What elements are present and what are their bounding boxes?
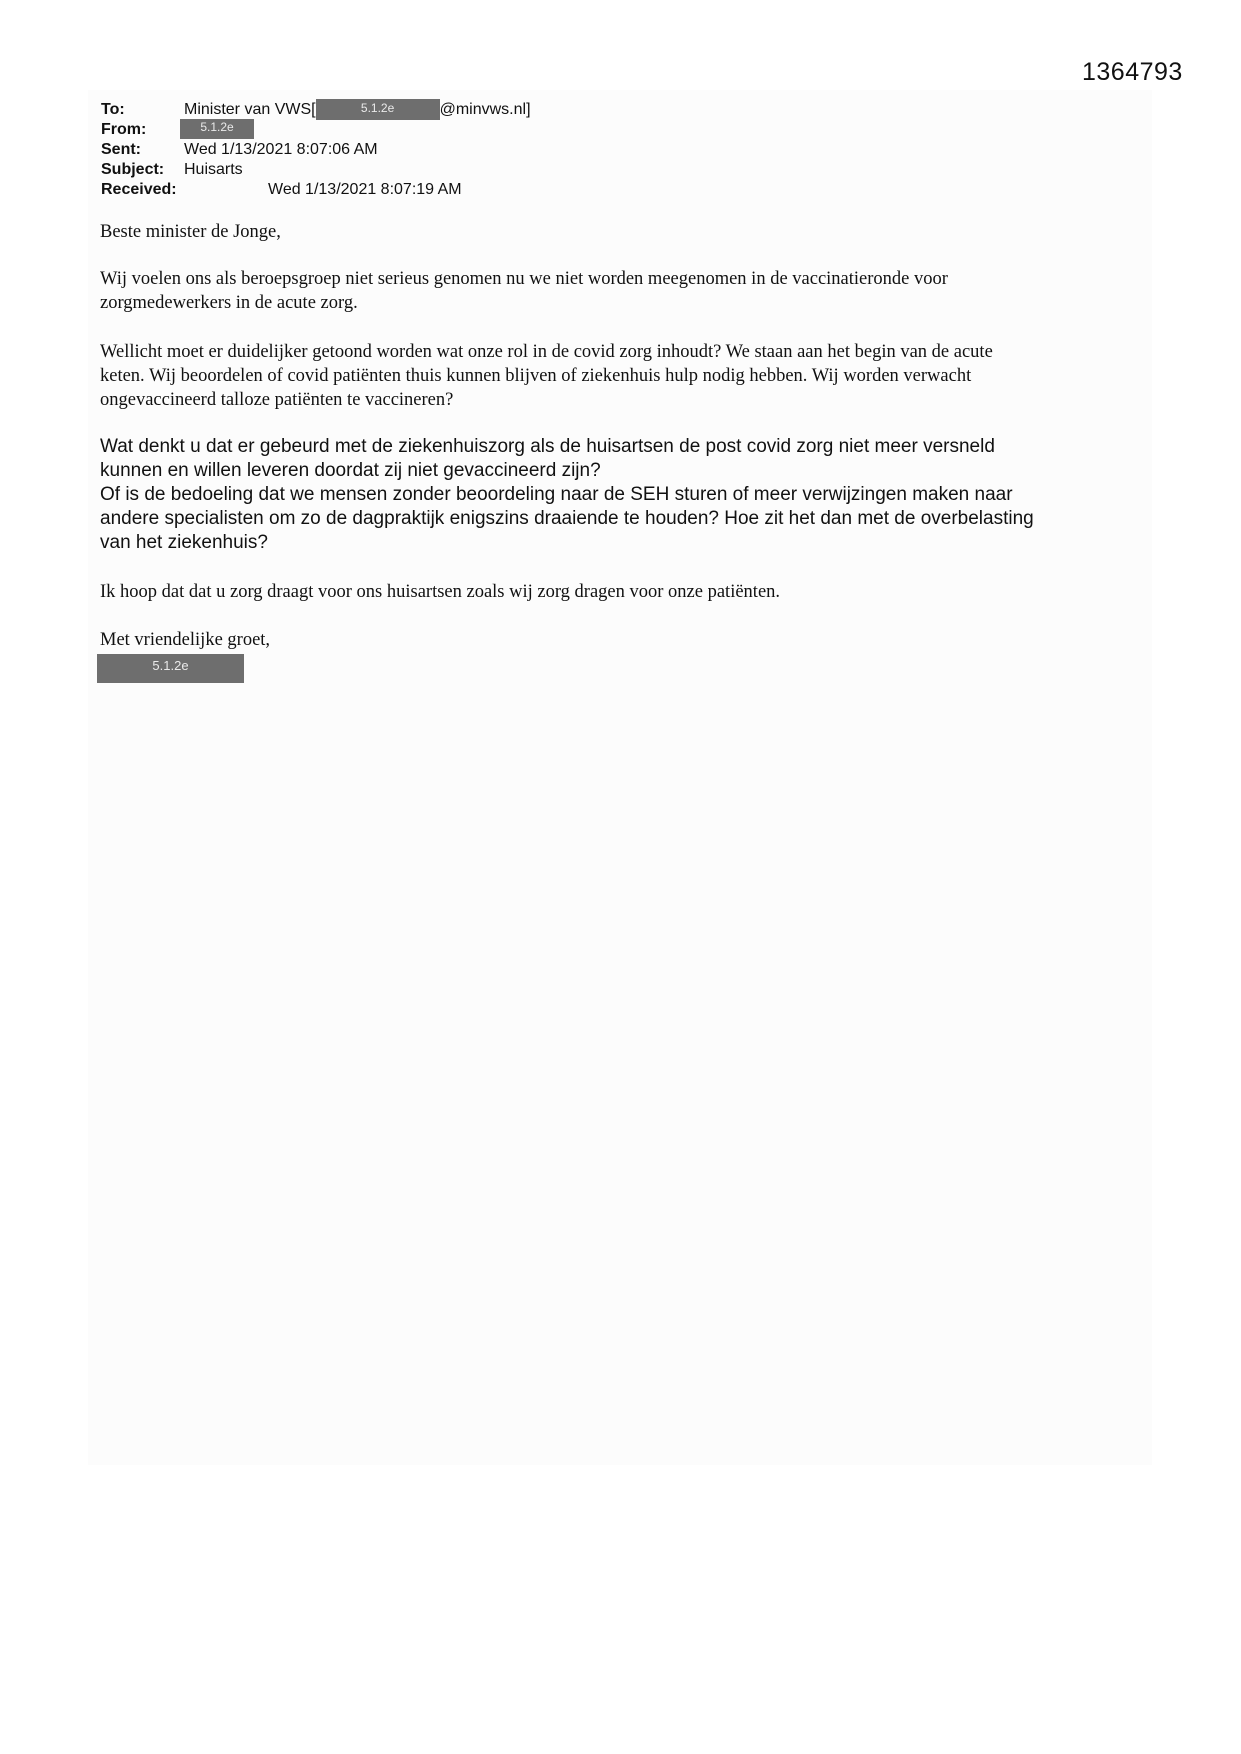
paragraph-line: Wij voelen ons als beroepsgroep niet serieus genomen nu we niet worden meegenomen in de vaccinatieronde voor <box>100 269 948 289</box>
to-label: To: <box>101 101 125 118</box>
paragraph-line: keten. Wij beoordelen of covid patiënten thuis kunnen blijven of ziekenhuis hulp nodig hebben. Wij worden verwacht <box>100 366 972 386</box>
sent-label: Sent: <box>101 141 141 158</box>
paragraph-line: Wellicht moet er duidelijker getoond worden wat onze rol in de covid zorg inhoudt? We staan aan het begin van de acute <box>100 342 993 362</box>
paragraph-4 <box>100 580 1140 604</box>
paragraph-line: van het ziekenhuis? <box>100 532 268 553</box>
sent-value: Wed 1/13/2021 8:07:06 AM <box>184 141 378 158</box>
paragraph-line: ongevaccineerd talloze patiënten te vaccineren? <box>100 390 454 410</box>
paragraph-3 <box>100 435 1140 555</box>
redaction-box: 5.1.2e <box>180 119 254 139</box>
paragraph-line: zorgmedewerkers in de acute zorg. <box>100 293 358 313</box>
paragraph-2 <box>100 340 1140 412</box>
paragraph-1 <box>100 267 1140 315</box>
redaction-box: 5.1.2e <box>316 99 440 120</box>
paragraph-line: Ik hoop dat dat u zorg draagt voor ons huisartsen zoals wij zorg dragen voor onze patiënten. <box>100 582 781 602</box>
document-number: 1364793 <box>1082 58 1183 86</box>
to-value <box>184 100 531 120</box>
to-domain: @minvws.nl] <box>439 101 531 118</box>
received-label: Received: <box>101 181 177 198</box>
greeting-line: Beste minister de Jonge, <box>100 222 281 242</box>
paragraph-line: andere specialisten om zo de dagpraktijk enigszins draaiende te houden? Hoe zit het dan met de overbelasting <box>100 508 1034 529</box>
received-value: Wed 1/13/2021 8:07:19 AM <box>268 181 462 198</box>
from-label: From: <box>101 121 147 138</box>
signature-redaction-box: 5.1.2e <box>97 654 244 683</box>
paragraph-line: kunnen en willen leveren doordat zij niet gevaccineerd zijn? <box>100 460 601 481</box>
paragraph-line: Of is de bedoeling dat we mensen zonder beoordeling naar de SEH sturen of meer verwijzingen maken naar <box>100 484 1013 505</box>
to-name: Minister van VWS[ <box>184 101 316 118</box>
greeting <box>100 220 1140 244</box>
closing <box>100 628 1140 652</box>
subject-label: Subject: <box>101 161 165 178</box>
closing-line: Met vriendelijke groet, <box>100 630 271 650</box>
subject-value: Huisarts <box>184 161 243 178</box>
paragraph-line: Wat denkt u dat er gebeurd met de ziekenhuiszorg als de huisartsen de post covid zorg niet meer versneld <box>100 436 995 457</box>
